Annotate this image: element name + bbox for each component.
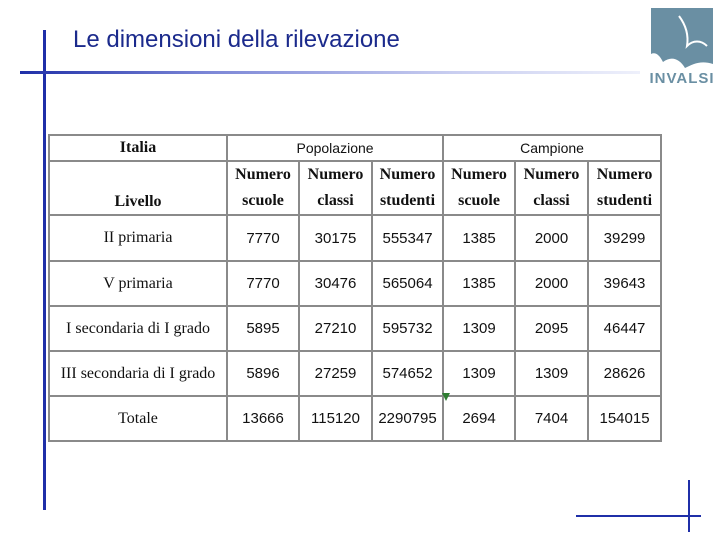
table-cell: 555347 [372,215,443,261]
table-cell: 2290795 [372,396,443,441]
column-header-line: Numero [379,166,436,183]
group-campione: Campione [443,135,661,161]
table-cell: 30175 [299,215,372,261]
table-cell: 39299 [588,215,661,261]
logo-wordmark: INVALSI [649,70,715,87]
table-group-header-row [49,135,661,161]
table-cell: 2694 [443,396,515,441]
row-label: Totale [49,396,227,441]
column-header-line: Numero [235,166,291,183]
row-label: I secondaria di I grado [49,306,227,351]
table-cell: 565064 [372,261,443,306]
table-cell: 30476 [299,261,372,306]
table-cell: 1309 [515,351,588,396]
table-cell: 595732 [372,306,443,351]
table-cell: 27210 [299,306,372,351]
table-cell: 7404 [515,396,588,441]
column-header-line: classi [533,192,570,209]
column-header [588,161,661,215]
table-cell: 13666 [227,396,299,441]
table-cell: 39643 [588,261,661,306]
column-header [443,161,515,215]
corner-horizontal-rule [576,515,701,517]
corner-italia: Italia [49,135,227,161]
column-header [515,161,588,215]
table-row [49,261,661,306]
column-header-line: Numero [307,166,364,183]
table-cell: 5896 [227,351,299,396]
column-header-line: scuole [242,192,284,209]
row-label: III secondaria di I grado [49,351,227,396]
column-header-line: Numero [523,166,580,183]
table-cell: 154015 [588,396,661,441]
corner-livello: Livello [49,161,227,215]
slide-title: Le dimensioni della rilevazione [73,26,400,53]
column-header [299,161,372,215]
title-underline [20,71,640,74]
column-header-line: Numero [596,166,653,183]
table-cell: 28626 [588,351,661,396]
table-row [49,351,661,396]
table-cell: 7770 [227,215,299,261]
table-cell: 5895 [227,306,299,351]
table-cell: 115120 [299,396,372,441]
row-label: V primaria [49,261,227,306]
column-header [227,161,299,215]
table-column-header-row [49,161,661,215]
table-cell: 46447 [588,306,661,351]
table-cell: 574652 [372,351,443,396]
cell-marker-triangle [442,393,450,401]
table-cell: 2000 [515,215,588,261]
column-header-line: scuole [458,192,500,209]
row-label: II primaria [49,215,227,261]
table-cell: 2095 [515,306,588,351]
column-header-line: classi [317,192,354,209]
corner-vertical-rule [688,480,690,532]
survey-size-table [48,134,662,442]
table-cell: 1385 [443,261,515,306]
table-cell: 1309 [443,351,515,396]
column-header-line: studenti [379,192,436,209]
table-cell: 2000 [515,261,588,306]
table-row [49,215,661,261]
column-header-line: studenti [596,192,653,209]
table-cell: 7770 [227,261,299,306]
table-cell: 1309 [443,306,515,351]
table-row-total [49,396,661,441]
table-row [49,306,661,351]
column-header-line: Numero [451,166,507,183]
group-popolazione: Popolazione [227,135,443,161]
left-vertical-rule [43,30,46,510]
column-header [372,161,443,215]
table-cell: 27259 [299,351,372,396]
table-cell: 1385 [443,215,515,261]
